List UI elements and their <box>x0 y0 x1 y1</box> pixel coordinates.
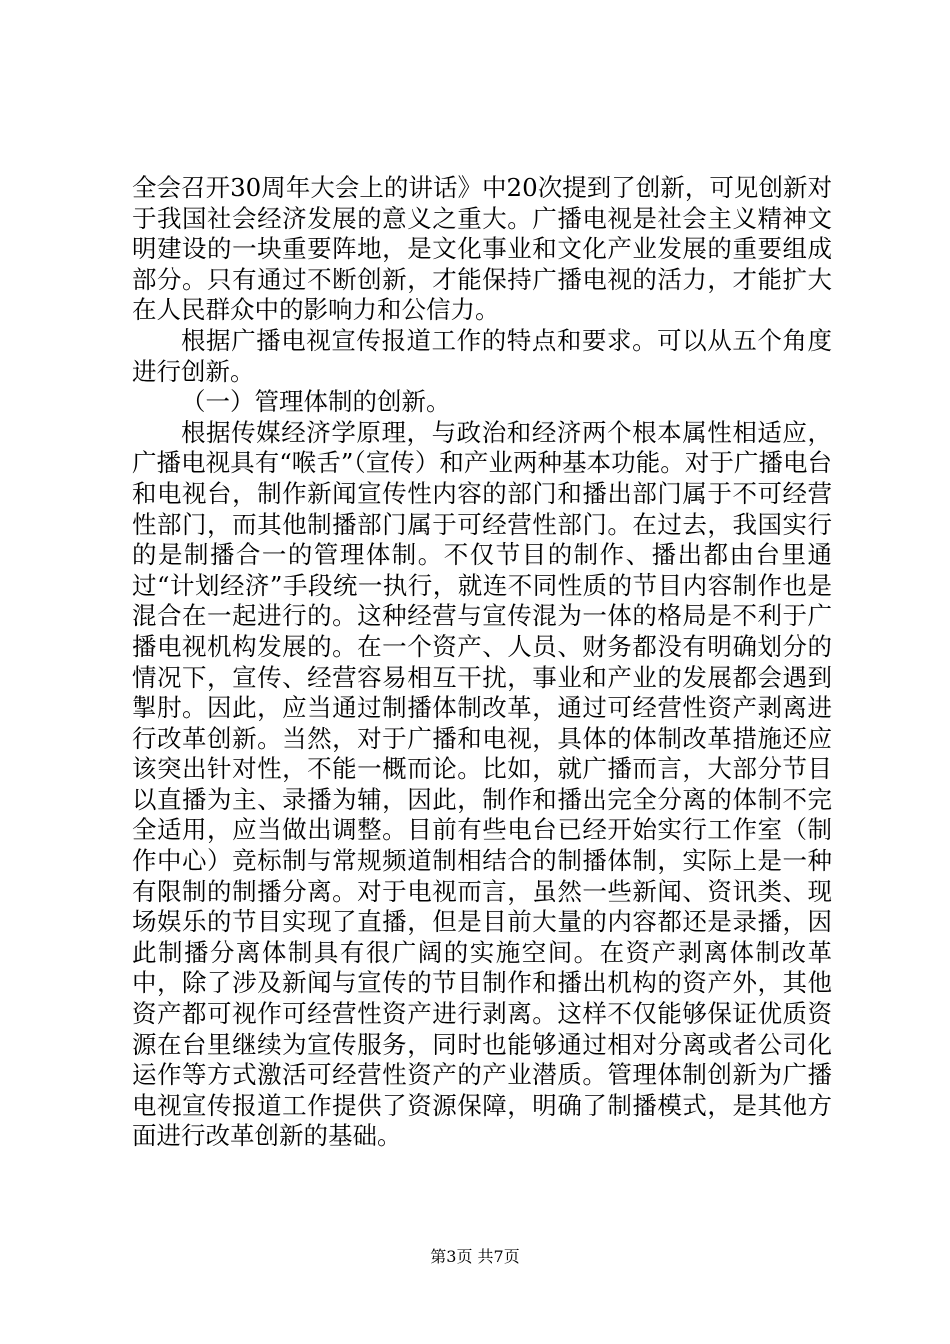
paragraph-innovation-angles: 根据广播电视宣传报道工作的特点和要求。可以从五个角度进行创新。 <box>132 325 832 386</box>
paragraph-management-system: 根据传媒经济学原理，与政治和经济两个根本属性相适应，广播电视具有“喉舌”（宣传）和产业两种基本功能。对于广播电台和电视台，制作新闻宣传性内容的部门和播出部门属于不可经营性部门，而其他制播部门属于可经营性部门。在过去，我国实行的是制播合一的管理体制。不仅节目的制作、播出都由台里通过“计划经济”手段统一执行，就连不同性质的节目内容制作也是混合在一起进行的。这种经营与宣传混为一体的格局是不利于广播电视机构发展的。在一个资产、人员、财务都没有明确划分的情况下，宣传、经营容易相互干扰，事业和产业的发展都会遇到掣肘。因此，应当通过制播体制改革，通过可经营性资产剥离进行改革创新。当然，对于广播和电视，具体的体制改革措施还应该突出针对性，不能一概而论。比如，就广播而言，大部分节目以直播为主、录播为辅，因此，制作和播出完全分离的体制不完全适用，应当做出调整。目前有些电台已经开始实行工作室（制作中心）竞标制与常规频道制相结合的制播体制，实际上是一种有限制的制播分离。对于电视而言，虽然一些新闻、资讯类、现场娱乐的节目实现了直播，但是目前大量的内容都还是录播，因此制播分离体制具有很广阔的实施空间。在资产剥离体制改革中，除了涉及新闻与宣传的节目制作和播出机构的资产外，其他资产都可视作可经营性资产进行剥离。这样不仅能够保证优质资源在台里继续为宣传服务，同时也能够通过相对分离或者公司化运作等方式激活可经营性资产的产业潜质。管理体制创新为广播电视宣传报道工作提供了资源保障，明确了制播模式，是其他方面进行改革创新的基础。 <box>132 417 832 1151</box>
section-heading-management-system: （一）管理体制的创新。 <box>181 387 451 417</box>
document-body <box>132 173 832 1152</box>
paragraph-continuation: 全会召开30周年大会上的讲话》中20次提到了创新，可见创新对于我国社会经济发展的意义之重大。广播电视是社会主义精神文明建设的一块重要阵地，是文化事业和文化产业发展的重要组成部分。只有通过不断创新，才能保持广播电视的活力，才能扩大在人民群众中的影响力和公信力。 <box>132 173 832 325</box>
page-number-footer: 第3页 共7页 <box>430 1247 520 1266</box>
